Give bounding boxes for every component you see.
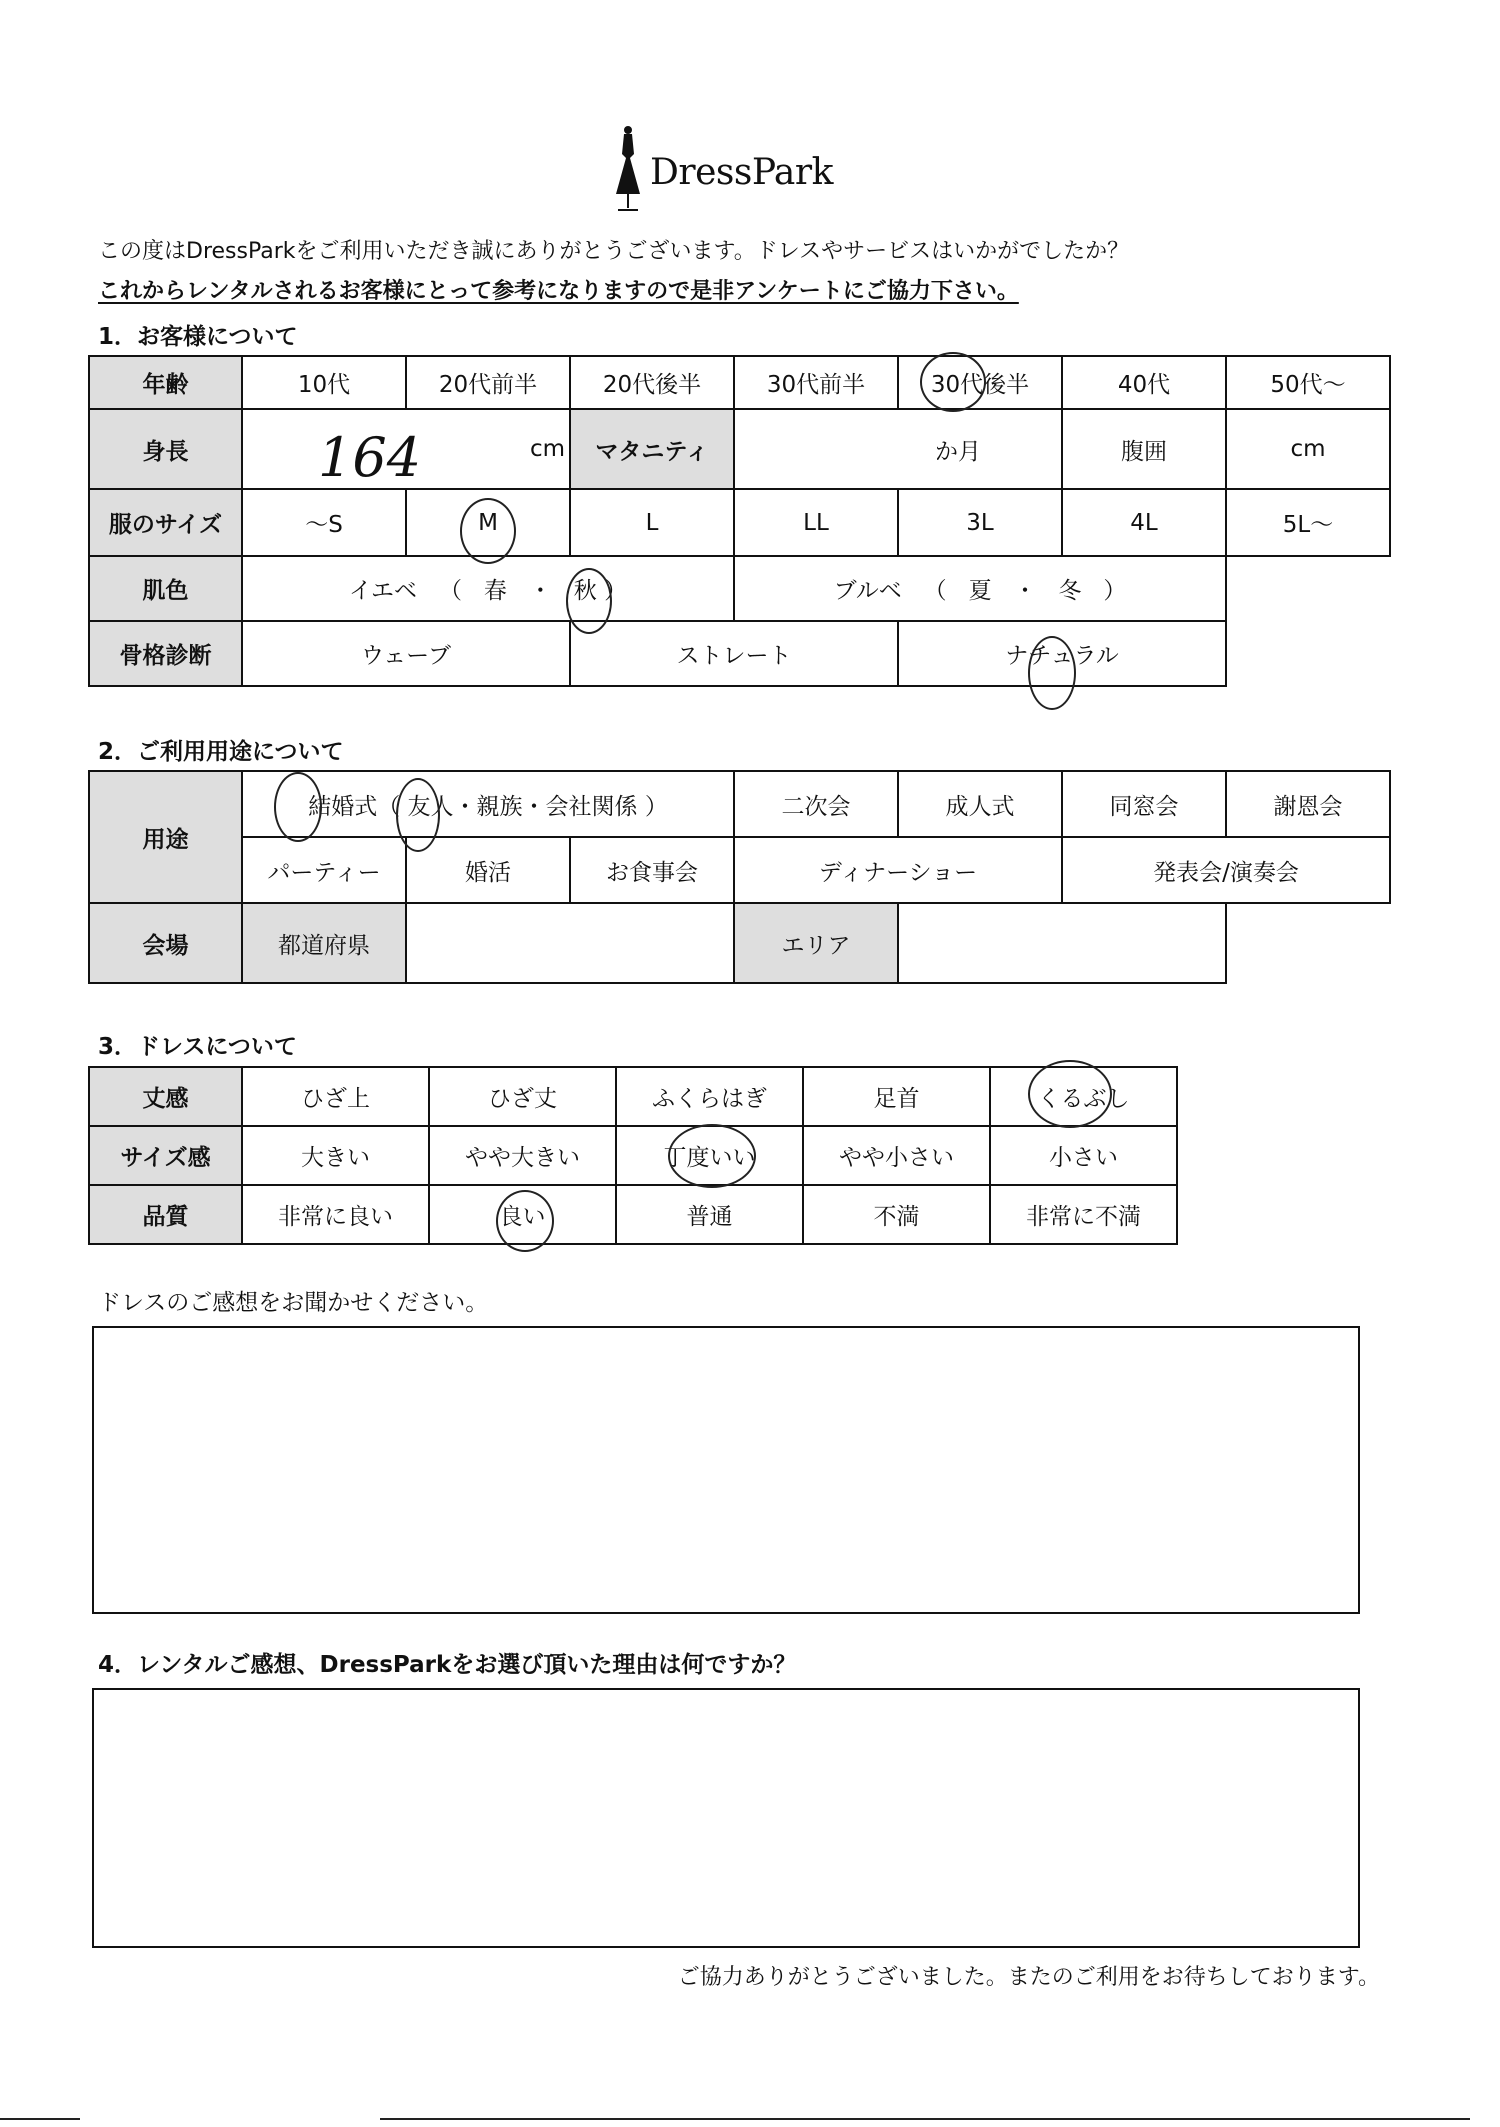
fit-option-selected[interactable]: 丁度いい (616, 1126, 803, 1185)
brand-name: DressPark (650, 152, 833, 193)
purpose-option[interactable]: 同窓会 (1062, 771, 1226, 837)
wedding-selection-circle (274, 772, 322, 842)
waist-label: 腹囲 (1062, 409, 1226, 489)
section3-title: 3．ドレスについて (98, 1034, 297, 1060)
skin-summer[interactable]: 夏 (968, 578, 992, 604)
quality-label: 品質 (89, 1185, 242, 1244)
purpose-option[interactable]: お食事会 (570, 837, 734, 903)
length-option[interactable]: ひざ上 (242, 1067, 429, 1126)
height-handwritten-value: 164 (318, 426, 422, 489)
separator-dot: ・ (522, 793, 546, 820)
age-option[interactable]: 20代前半 (406, 356, 570, 409)
wedding-family[interactable]: 親族 (476, 793, 523, 820)
quality-option[interactable]: 普通 (616, 1185, 803, 1244)
length-row (89, 1067, 1177, 1126)
age-selection-circle (920, 352, 986, 412)
height-unit: cm (529, 436, 565, 462)
paren-open: （ (923, 578, 947, 604)
dress-comment-prompt: ドレスのご感想をお聞かせください。 (98, 1290, 489, 1316)
frame-selection-circle (1028, 636, 1076, 710)
dress-icon (610, 124, 646, 214)
paren-close: ） (644, 793, 668, 820)
frame-option[interactable]: ストレート (570, 621, 898, 686)
dresspark-logo (610, 124, 870, 214)
purpose-option[interactable]: ディナーショー (734, 837, 1062, 903)
frame-option[interactable]: ウェーブ (242, 621, 570, 686)
area-field[interactable] (898, 903, 1226, 983)
quality-option[interactable]: 非常に良い (242, 1185, 429, 1244)
blue-base: ブルベ (833, 578, 902, 604)
age-label: 年齢 (89, 356, 242, 409)
prefecture-field[interactable] (406, 903, 734, 983)
blank-cell (1226, 903, 1390, 983)
fit-option[interactable]: やや大きい (429, 1126, 616, 1185)
skin-autumn-selected[interactable]: 秋 (573, 578, 597, 604)
prefecture-label: 都道府県 (242, 903, 406, 983)
maternity-field[interactable] (734, 409, 1062, 489)
skin-label: 肌色 (89, 556, 242, 621)
wedding-friend-selected[interactable]: 友人 (407, 793, 454, 820)
maternity-label: マタニティ (570, 409, 734, 489)
skin-yellow-option[interactable] (242, 556, 734, 621)
fit-option[interactable]: やや小さい (803, 1126, 990, 1185)
purpose-option[interactable]: 発表会/演奏会 (1062, 837, 1390, 903)
skin-row (89, 556, 1390, 621)
maternity-unit: か月 (935, 438, 981, 465)
thanks-message: ご協力ありがとうございました。またのご利用をお待ちしております。 (677, 1965, 1380, 1990)
skin-blue-option[interactable] (734, 556, 1226, 621)
fit-option[interactable]: 大きい (242, 1126, 429, 1185)
size-option-selected[interactable]: M (406, 489, 570, 556)
purpose-option[interactable]: パーティー (242, 837, 406, 903)
wedding-selected[interactable]: 結婚式 (308, 793, 378, 820)
purpose-option[interactable]: 二次会 (734, 771, 898, 837)
size-label: 服のサイズ (89, 489, 242, 556)
dress-comment-box[interactable] (92, 1326, 1360, 1614)
height-label: 身長 (89, 409, 242, 489)
size-option[interactable]: LL (734, 489, 898, 556)
frame-row (89, 621, 1390, 686)
fit-label: サイズ感 (89, 1126, 242, 1185)
waist-unit: cm (1290, 436, 1326, 462)
skin-spring[interactable]: 春 (483, 578, 507, 604)
length-option[interactable]: ひざ丈 (429, 1067, 616, 1126)
size-option[interactable]: ～S (242, 489, 406, 556)
purpose-option[interactable]: 謝恩会 (1226, 771, 1390, 837)
fit-option[interactable]: 小さい (990, 1126, 1177, 1185)
paren-open: （ (377, 793, 401, 820)
skin-winter[interactable]: 冬 (1058, 578, 1082, 604)
age-row (89, 356, 1390, 409)
age-option[interactable]: 50代～ (1226, 356, 1390, 409)
size-option[interactable]: L (570, 489, 734, 556)
section4-title: 4．レンタルご感想、DressParkをお選び頂いた理由は何ですか？ (98, 1652, 797, 1678)
customer-table (88, 355, 1391, 687)
height-row (89, 409, 1390, 489)
separator-dot: ・ (1013, 578, 1037, 604)
reason-comment-box[interactable] (92, 1688, 1360, 1948)
purpose-option[interactable]: 成人式 (898, 771, 1062, 837)
scan-edge-line (380, 2118, 1470, 2120)
length-selection-circle (1028, 1060, 1112, 1128)
fit-row (89, 1126, 1177, 1185)
intro-request: これからレンタルされるお客様にとって参考になりますので是非アンケートにご協力下さい。 (98, 279, 1019, 304)
purpose-label: 用途 (89, 771, 242, 903)
age-option-selected[interactable]: 30代後半 (898, 356, 1062, 409)
quality-row (89, 1185, 1177, 1244)
section2-title: 2．ご利用用途について (98, 739, 344, 765)
waist-field[interactable] (1226, 409, 1390, 489)
area-label: エリア (734, 903, 898, 983)
size-option[interactable]: 4L (1062, 489, 1226, 556)
dress-table (88, 1066, 1178, 1245)
age-option[interactable]: 10代 (242, 356, 406, 409)
length-option[interactable]: 足首 (803, 1067, 990, 1126)
frame-option-selected[interactable]: ナチュラル (898, 621, 1226, 686)
paren-close: ） (604, 578, 628, 604)
section1-title: 1．お客様について (98, 324, 298, 350)
separator-dot: ・ (528, 578, 552, 604)
age-option[interactable]: 40代 (1062, 356, 1226, 409)
purpose-option[interactable]: 婚活 (406, 837, 570, 903)
quality-option[interactable]: 非常に不満 (990, 1185, 1177, 1244)
separator-dot: ・ (453, 793, 477, 820)
frame-label: 骨格診断 (89, 621, 242, 686)
size-option[interactable]: 3L (898, 489, 1062, 556)
blank-cell (1226, 556, 1390, 621)
size-selection-circle (460, 498, 516, 564)
length-option[interactable]: ふくらはぎ (616, 1067, 803, 1126)
paren-close: ） (1103, 578, 1127, 604)
blank-cell (1226, 621, 1390, 686)
length-label: 丈感 (89, 1067, 242, 1126)
venue-label: 会場 (89, 903, 242, 983)
age-option[interactable]: 30代前半 (734, 356, 898, 409)
quality-option[interactable]: 不満 (803, 1185, 990, 1244)
wedding-company[interactable]: 会社関係 (545, 793, 638, 820)
length-option-selected[interactable]: くるぶし (990, 1067, 1177, 1126)
quality-option-selected[interactable]: 良い (429, 1185, 616, 1244)
intro-greeting: この度はDressParkをご利用いただき誠にありがとうございます。ドレスやサービスはいかがでしたか？ (98, 239, 1130, 264)
fit-selection-circle (668, 1124, 756, 1188)
venue-row (89, 903, 1390, 983)
skin-selection-circle (566, 568, 612, 634)
scan-edge-line (0, 2118, 80, 2120)
size-row (89, 489, 1390, 556)
purpose-row-2 (89, 837, 1390, 903)
size-option[interactable]: 5L～ (1226, 489, 1390, 556)
age-option[interactable]: 20代後半 (570, 356, 734, 409)
paren-open: （ (438, 578, 462, 604)
friend-selection-circle (396, 778, 440, 852)
quality-selection-circle (496, 1190, 554, 1252)
yellow-base: イエベ (348, 578, 418, 604)
